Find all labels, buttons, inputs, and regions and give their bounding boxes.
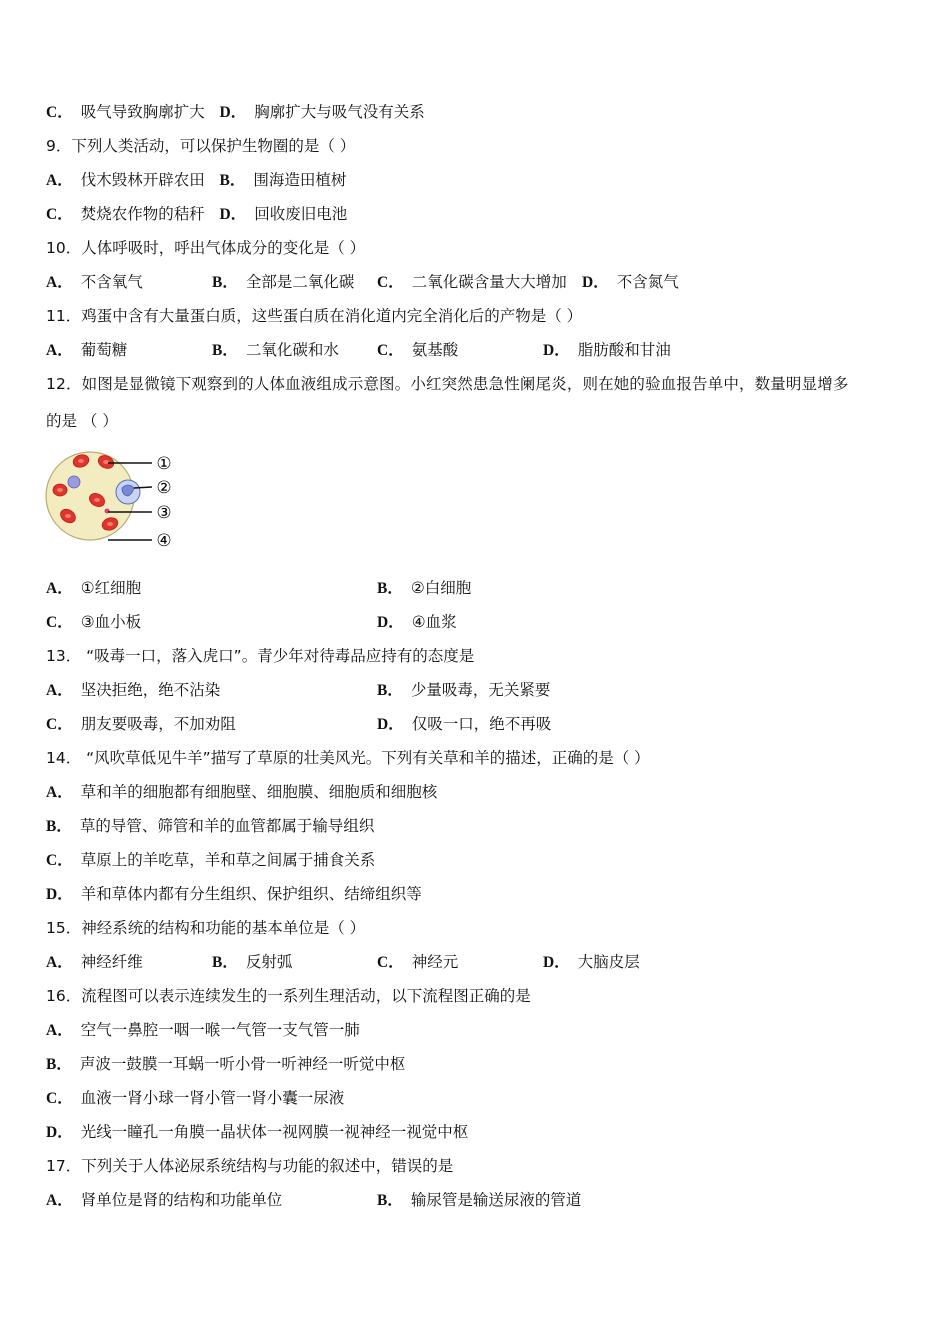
option-label: B． [377,580,403,597]
q12-option-c [46,612,141,633]
option-label: A． [46,682,73,699]
option-label: C． [46,1090,73,1107]
option-text: 反射弧 [245,953,293,971]
option-label: B． [377,1192,403,1209]
option-text: 不含氮气 [616,273,679,291]
cell-center [94,498,100,502]
option-label: B． [219,172,246,189]
q10-option-b [212,272,354,293]
option-text: ②白细胞 [410,579,472,597]
option-text: 氨基酸 [411,341,459,359]
option-label: C． [46,852,73,869]
cell-center [107,522,113,526]
option-label: C． [46,104,73,121]
q9-stem: 9．下列人类活动，可以保护生物圈的是（ ） [46,137,356,155]
q12-stem-line2: 的是 （ ） [46,412,118,430]
q12-stem-line1: 12．如图是显微镜下观察到的人体血液组成示意图。小红突然患急性阑尾炎，则在她的验血报告单中，数量明显增多 [46,375,849,393]
option-label: D． [543,342,570,359]
cell-center [57,488,63,492]
option-label: C． [377,954,404,971]
q9-option-d: 回收废旧电池 [254,205,348,223]
q12-option-b [377,578,471,599]
q10-option-a [46,272,143,293]
q15-option-b [212,952,292,973]
q11-option-c [377,340,458,361]
option-label: D． [46,886,73,903]
option-text: 神经纤维 [80,953,143,971]
q8-options-cd [46,102,425,123]
option-text: ③血小板 [80,613,142,631]
q14-stem: 14． “风吹草低见牛羊”描写了草原的壮美风光。下列有关草和羊的描述，正确的是（ ） [46,749,650,767]
small-white-cell [68,476,80,488]
cell-center [65,514,71,518]
option-text: 血液一肾小球一肾小管一肾小囊一尿液 [80,1089,345,1107]
q16-stem: 16．流程图可以表示连续发生的一系列生理活动，以下流程图正确的是 [46,987,531,1005]
option-label: A． [46,954,73,971]
option-text: 声波一鼓膜一耳蜗一听小骨一听神经一听觉中枢 [79,1055,406,1073]
q10-stem: 10．人体呼吸时，呼出气体成分的变化是（ ） [46,239,366,257]
option-label: D． [582,274,609,291]
q10-option-c [377,272,567,293]
option-label: B． [377,682,403,699]
option-text: 羊和草体内都有分生组织、保护组织、结缔组织等 [80,885,422,903]
option-text: ④血浆 [411,613,457,631]
q13-option-a [46,680,220,701]
option-label: C． [46,716,73,733]
option-text: 大脑皮层 [577,953,640,971]
option-text: 肾单位是肾的结构和功能单位 [80,1191,283,1209]
blood-smear-figure [44,446,180,554]
q12-option-a [46,578,141,599]
q14-option-c [46,850,375,871]
q15-stem: 15．神经系统的结构和功能的基本单位是（ ） [46,919,366,937]
q9-options-ab [46,170,346,191]
q15-option-c [377,952,458,973]
cell-center [78,459,84,463]
option-text: 神经元 [411,953,459,971]
option-label: B． [212,954,238,971]
option-text: 朋友要吸毒，不加劝阻 [80,715,236,733]
option-text: ①红细胞 [80,579,142,597]
option-label: B． [212,342,238,359]
option-text: 草原上的羊吃草，羊和草之间属于捕食关系 [80,851,376,869]
figure-label-3: ③ [156,503,172,523]
platelet [105,509,110,514]
q13-option-d [377,714,551,735]
figure-label-1: ① [156,454,172,474]
option-label: D． [219,206,247,223]
option-label: B． [212,274,238,291]
option-text: 仅吸一口，绝不再吸 [411,715,552,733]
leader-line-2 [134,487,152,488]
option-text: 草和羊的细胞都有细胞壁、细胞膜、细胞质和细胞核 [80,783,438,801]
option-text: 脂肪酸和甘油 [577,341,671,359]
figure-label-4: ④ [156,531,172,551]
option-label: D． [219,104,247,121]
option-label: C． [46,206,73,223]
figure-label-2: ② [156,478,172,498]
option-label: A． [46,172,73,189]
q16-option-d [46,1122,468,1143]
q15-option-d [543,952,640,973]
q13-stem: 13． “吸毒一口，落入虎口”。青少年对待毒品应持有的态度是 [46,647,475,665]
q9-option-c: 焚烧农作物的秸秆 [80,205,205,223]
blood-smear-diagram [44,446,180,554]
q16-option-b [46,1054,405,1075]
option-text: 空气一鼻腔一咽一喉一气管一支气管一肺 [80,1021,360,1039]
option-label: C． [377,274,404,291]
q14-option-a [46,782,437,803]
option-label: D． [377,614,404,631]
option-text: 二氧化碳和水 [245,341,339,359]
option-text: 光线一瞳孔一角膜一晶状体一视网膜一视神经一视觉中枢 [80,1123,469,1141]
q8-option-d: 胸廓扩大与吸气没有关系 [254,103,425,121]
option-label: D． [543,954,570,971]
q15-option-a [46,952,143,973]
option-label: D． [46,1124,73,1141]
option-text: 不含氧气 [80,273,143,291]
option-label: B． [46,1056,72,1073]
option-text: 草的导管、筛管和羊的血管都属于输导组织 [79,817,375,835]
q8-option-c: 吸气导致胸廓扩大 [80,103,205,121]
option-label: D． [377,716,404,733]
q17-option-a [46,1190,282,1211]
option-text: 葡萄糖 [80,341,128,359]
q11-option-a [46,340,127,361]
q11-stem: 11．鸡蛋中含有大量蛋白质，这些蛋白质在消化道内完全消化后的产物是（ ） [46,307,583,325]
q9-options-cd [46,204,347,225]
q16-option-a [46,1020,360,1041]
option-text: 坚决拒绝，绝不沾染 [80,681,221,699]
q13-option-c [46,714,236,735]
option-text: 全部是二氧化碳 [245,273,355,291]
q16-option-c [46,1088,344,1109]
option-label: A． [46,580,73,597]
option-text: 输尿管是输送尿液的管道 [410,1191,582,1209]
q17-stem: 17．下列关于人体泌尿系统结构与功能的叙述中，错误的是 [46,1157,454,1175]
q10-option-d [582,272,679,293]
option-text: 少量吸毒，无关紧要 [410,681,551,699]
option-label: C． [46,614,73,631]
q14-option-b [46,816,374,837]
q9-option-a: 伐木毁林开辟农田 [80,171,205,189]
option-label: A． [46,342,73,359]
option-text: 二氧化碳含量大大增加 [411,273,567,291]
option-label: A． [46,784,73,801]
q17-option-b [377,1190,581,1211]
q11-option-b [212,340,339,361]
q13-option-b [377,680,550,701]
option-label: A． [46,1192,73,1209]
q9-option-b: 围海造田植树 [253,171,347,189]
option-label: A． [46,274,73,291]
option-label: C． [377,342,404,359]
q14-option-d [46,884,422,905]
option-label: A． [46,1022,73,1039]
q11-option-d [543,340,671,361]
option-label: B． [46,818,72,835]
q12-option-d [377,612,457,633]
